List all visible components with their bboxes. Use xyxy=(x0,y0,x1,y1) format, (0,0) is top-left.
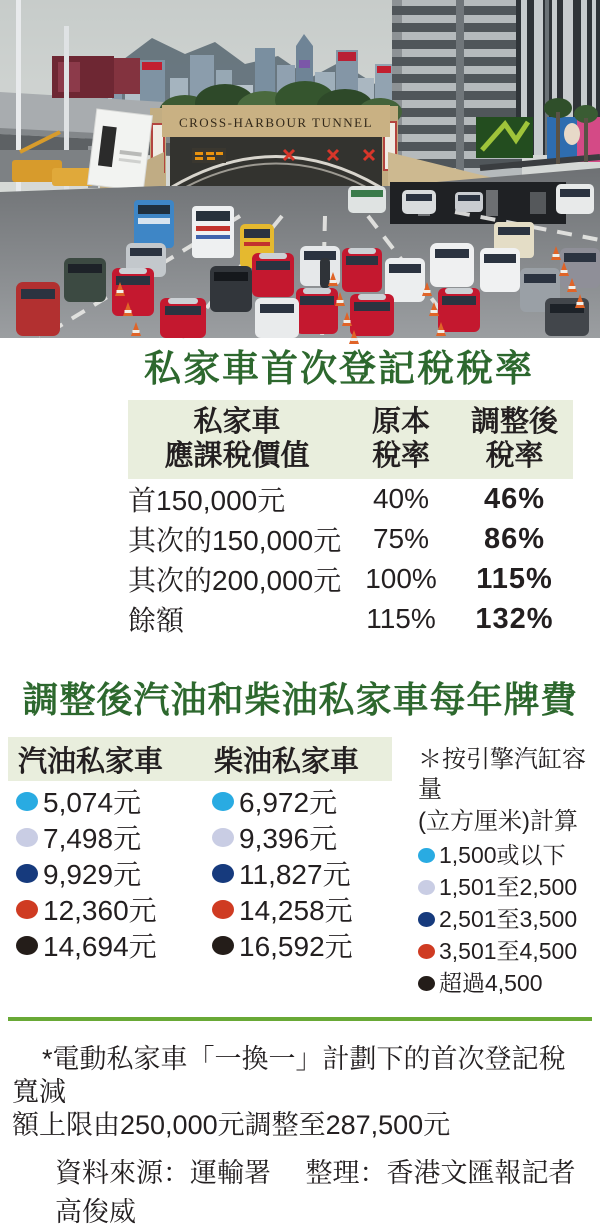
table-row: 其次的150,000元 75% 86% xyxy=(128,522,546,556)
col-taxable-value-header: 私家車 應課稅價值 xyxy=(164,406,310,472)
traffic-photo xyxy=(0,0,600,338)
white-car xyxy=(255,298,299,338)
legend-dot xyxy=(418,976,435,991)
double-decker-bus xyxy=(134,200,174,248)
legend-note-line1: ＊按引擎汽缸容量 xyxy=(418,746,586,803)
minibus xyxy=(348,186,386,213)
capacity-dot xyxy=(16,864,38,883)
tax-table-header xyxy=(128,400,573,479)
cross-harbour-tunnel-scene xyxy=(0,0,600,338)
legend-item: 超過4,500 xyxy=(418,967,600,999)
white-van xyxy=(480,248,520,292)
red-taxi xyxy=(160,298,206,338)
table-row: 餘額 115% 132% xyxy=(128,602,554,636)
footnote-line1: *電動私家車「一換一」計劃下的首次登記稅寬減 xyxy=(12,1044,566,1107)
fee-table-header xyxy=(8,737,392,781)
legend-item: 2,501至3,500 xyxy=(418,903,600,935)
capacity-dot xyxy=(212,792,234,811)
capacity-dot xyxy=(212,828,234,847)
car xyxy=(64,258,106,302)
billboard-white xyxy=(88,109,153,191)
legend-note-line2: (立方厘米)計算 xyxy=(418,808,578,835)
fee-row: 5,074元 6,972元 xyxy=(8,781,400,817)
petrol-header: 汽油私家車 xyxy=(18,745,164,778)
section1-title: 私家車首次登記稅稅率 xyxy=(144,346,534,390)
tunnel-sign-text: CROSS-HARBOUR TUNNEL xyxy=(178,115,374,130)
fee-row: 12,360元 14,258元 xyxy=(8,889,400,925)
capacity-dot xyxy=(16,792,38,811)
section2-title: 調整後汽油和柴油私家車每年牌費 xyxy=(22,679,578,721)
red-taxi xyxy=(438,288,480,332)
coach-bus xyxy=(192,206,234,258)
red-taxi xyxy=(252,253,294,297)
green-divider xyxy=(8,1017,592,1021)
table-row: 首150,000元 40% 46% xyxy=(128,482,546,516)
legend-item: 3,501至4,500 xyxy=(418,935,600,967)
col-adjusted-rate-header: 調整後 稅率 xyxy=(470,406,558,472)
legend-item: 1,501至2,500 xyxy=(418,871,600,903)
red-taxi xyxy=(342,248,382,292)
source-credit: 資料來源：運輸署 整理：香港文匯報記者 高俊威 xyxy=(55,1158,576,1227)
legend-dot xyxy=(418,880,435,895)
car xyxy=(210,266,252,312)
legend-dot xyxy=(418,944,435,959)
legend-dot xyxy=(418,912,435,927)
capacity-dot xyxy=(16,936,38,955)
car xyxy=(402,190,436,214)
car xyxy=(455,192,483,212)
footnote xyxy=(12,1043,590,1142)
van xyxy=(556,184,594,214)
fee-row: 14,694元 16,592元 xyxy=(8,925,400,961)
col-original-rate-header: 原本 稅率 xyxy=(371,406,430,472)
red-taxi xyxy=(296,288,338,334)
capacity-dot xyxy=(212,900,234,919)
billboard-pink xyxy=(114,58,140,94)
capacity-dot xyxy=(16,900,38,919)
lamp-mast xyxy=(16,0,21,215)
legend-dot xyxy=(418,848,435,863)
licence-fee-table xyxy=(0,737,600,999)
engine-capacity-legend xyxy=(400,737,600,999)
red-car xyxy=(16,282,60,336)
red-taxi xyxy=(350,294,394,336)
motorcycle xyxy=(320,258,330,288)
diesel-header: 柴油私家車 xyxy=(214,745,360,778)
capacity-dot xyxy=(16,828,38,847)
capacity-dot xyxy=(212,864,234,883)
footnote-line2: 額上限由250,000元調整至287,500元 xyxy=(12,1110,451,1140)
capacity-dot xyxy=(212,936,234,955)
fee-row: 7,498元 9,396元 xyxy=(8,817,400,853)
fee-row: 9,929元 11,827元 xyxy=(8,853,400,889)
legend-item: 1,500或以下 xyxy=(418,839,600,871)
table-row: 其次的200,000元 100% 115% xyxy=(128,562,553,596)
white-mpv xyxy=(430,243,474,287)
registration-tax-table xyxy=(128,400,573,639)
